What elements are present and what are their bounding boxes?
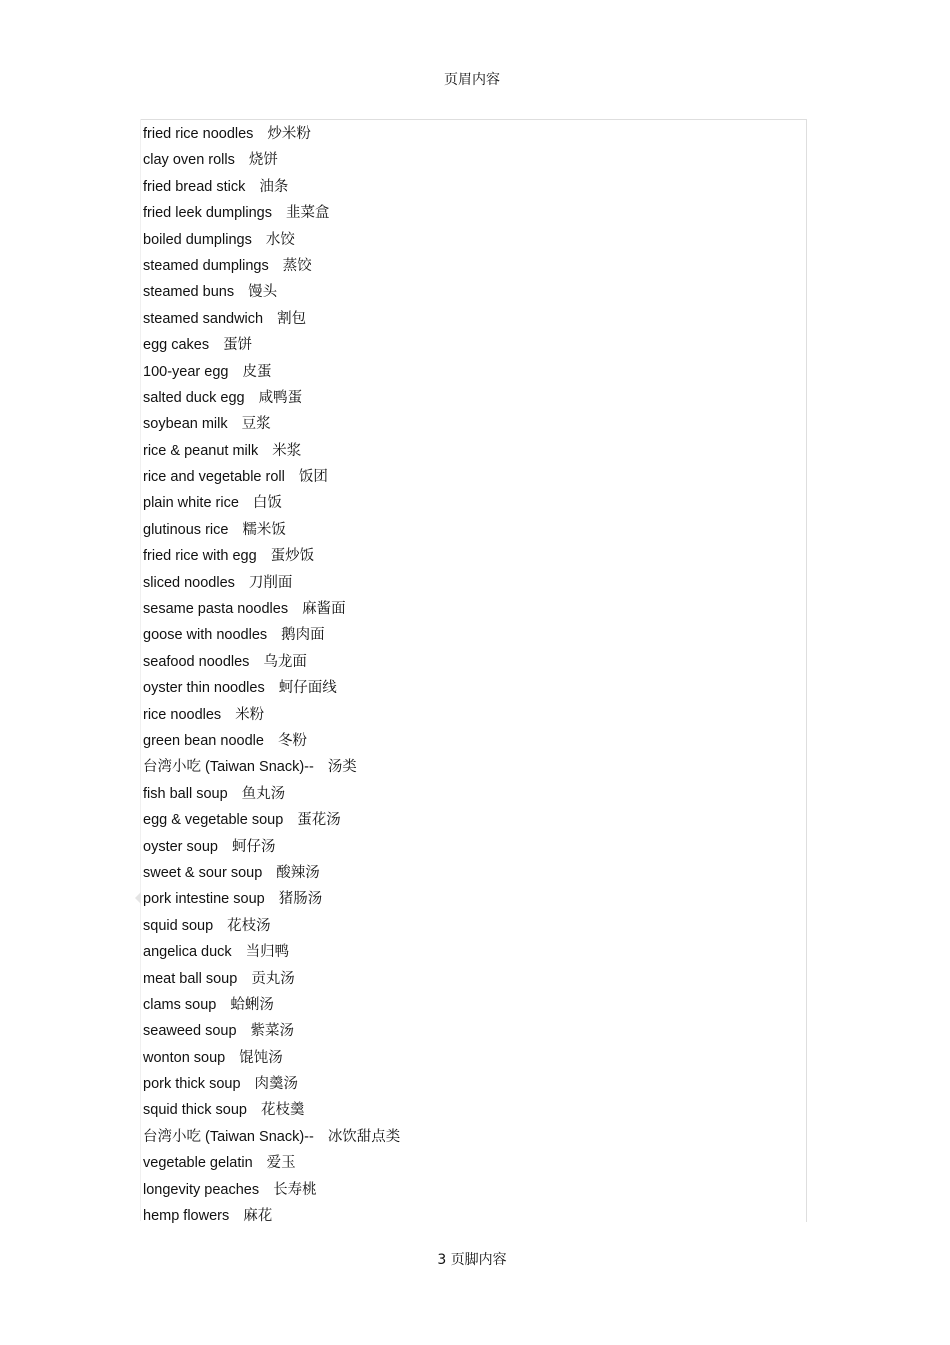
english-term: squid soup bbox=[143, 917, 214, 934]
frame-left-edge bbox=[140, 119, 141, 1221]
english-term: fish ball soup bbox=[143, 785, 228, 802]
list-item bbox=[143, 1018, 400, 1044]
english-term: fried rice noodles bbox=[143, 126, 254, 142]
english-term: plain white rice bbox=[143, 495, 239, 512]
chinese-term: 鱼丸汤 bbox=[241, 785, 286, 802]
chinese-term: 蚵仔面线 bbox=[278, 680, 337, 697]
chinese-term: 花枝羹 bbox=[260, 1102, 305, 1119]
english-term: angelica duck bbox=[143, 944, 232, 961]
english-term: salted duck egg bbox=[143, 389, 245, 406]
list-item bbox=[143, 121, 400, 147]
english-term: soybean milk bbox=[143, 416, 228, 433]
chinese-term: 豆浆 bbox=[241, 416, 271, 433]
english-term: rice & peanut milk bbox=[143, 442, 259, 459]
list-item bbox=[143, 438, 400, 464]
chinese-term: 爱玉 bbox=[266, 1155, 296, 1172]
list-item bbox=[143, 1045, 400, 1071]
page-footer bbox=[0, 1250, 944, 1270]
english-term: boiled dumplings bbox=[143, 231, 252, 248]
chinese-term: 蛋花汤 bbox=[297, 812, 341, 829]
chinese-term: 贡丸汤 bbox=[251, 970, 295, 987]
list-item bbox=[143, 306, 400, 332]
chinese-term: 油条 bbox=[259, 178, 289, 195]
english-term: rice noodles bbox=[143, 706, 222, 723]
chinese-term: 蛋饼 bbox=[223, 337, 253, 354]
chinese-term: 蛋炒饭 bbox=[270, 548, 315, 565]
list-item bbox=[143, 754, 400, 780]
english-term: fried rice with egg bbox=[143, 548, 257, 565]
chinese-term: 炒米粉 bbox=[267, 126, 311, 142]
list-item bbox=[143, 596, 400, 622]
chinese-term: 麻花 bbox=[243, 1208, 273, 1225]
english-term: wonton soup bbox=[143, 1049, 226, 1066]
english-term: sliced noodles bbox=[143, 574, 235, 591]
english-term: egg cakes bbox=[143, 337, 210, 354]
english-term: goose with noodles bbox=[143, 627, 268, 644]
english-term: 台湾小吃 (Taiwan Snack)-- bbox=[143, 759, 314, 776]
chinese-term: 麻酱面 bbox=[302, 601, 346, 618]
english-term: seaweed soup bbox=[143, 1023, 237, 1040]
english-term: glutinous rice bbox=[143, 521, 229, 538]
list-item bbox=[143, 332, 400, 358]
list-item bbox=[143, 385, 400, 411]
chinese-term: 米粉 bbox=[235, 706, 265, 723]
list-item bbox=[143, 992, 400, 1018]
list-item bbox=[143, 939, 400, 965]
english-term: seafood noodles bbox=[143, 653, 250, 670]
chinese-term: 蒸饺 bbox=[282, 257, 312, 274]
list-item bbox=[143, 411, 400, 437]
list-item bbox=[143, 622, 400, 648]
list-item bbox=[143, 702, 400, 728]
list-item bbox=[143, 1150, 400, 1176]
english-term: sweet & sour soup bbox=[143, 864, 263, 881]
list-item bbox=[143, 675, 400, 701]
english-term: steamed buns bbox=[143, 284, 235, 301]
chinese-term: 猪肠汤 bbox=[278, 891, 323, 908]
chinese-term: 皮蛋 bbox=[242, 363, 272, 380]
chinese-term: 冰饮甜点类 bbox=[327, 1128, 401, 1145]
english-term: pork thick soup bbox=[143, 1076, 241, 1093]
chinese-term: 蛤蜊汤 bbox=[230, 996, 274, 1013]
list-item bbox=[143, 913, 400, 939]
chinese-term: 水饺 bbox=[265, 231, 295, 248]
list-item bbox=[143, 174, 400, 200]
english-term: egg & vegetable soup bbox=[143, 812, 284, 829]
english-term: fried bread stick bbox=[143, 178, 246, 195]
list-item bbox=[143, 517, 400, 543]
vocabulary-list bbox=[143, 121, 400, 1229]
english-term: hemp flowers bbox=[143, 1208, 230, 1225]
chinese-term: 刀削面 bbox=[248, 574, 293, 591]
chinese-term: 花枝汤 bbox=[227, 917, 271, 934]
chinese-term: 白饭 bbox=[252, 495, 282, 512]
list-item bbox=[143, 1203, 400, 1229]
chinese-term: 汤类 bbox=[327, 759, 357, 776]
list-item bbox=[143, 1097, 400, 1123]
english-term: clams soup bbox=[143, 996, 217, 1013]
list-item bbox=[143, 147, 400, 173]
list-item bbox=[143, 649, 400, 675]
list-item bbox=[143, 1124, 400, 1150]
list-item bbox=[143, 279, 400, 305]
list-item bbox=[143, 1071, 400, 1097]
english-term: pork intestine soup bbox=[143, 891, 265, 908]
english-term: steamed sandwich bbox=[143, 310, 264, 327]
chinese-term: 烧饼 bbox=[248, 152, 278, 169]
chinese-term: 馒头 bbox=[248, 284, 278, 301]
english-term: meat ball soup bbox=[143, 970, 238, 987]
page-number: 3 bbox=[437, 1252, 447, 1268]
list-item bbox=[143, 966, 400, 992]
chinese-term: 当归鸭 bbox=[245, 944, 290, 961]
chinese-term: 咸鸭蛋 bbox=[258, 389, 303, 406]
list-item bbox=[143, 807, 400, 833]
english-term: green bean noodle bbox=[143, 732, 264, 749]
list-item bbox=[143, 543, 400, 569]
list-item bbox=[143, 253, 400, 279]
list-item bbox=[143, 886, 400, 912]
footer-text: 页脚内容 bbox=[450, 1252, 507, 1268]
header-text: 页眉内容 bbox=[444, 72, 500, 88]
english-term: 100-year egg bbox=[143, 363, 229, 380]
chinese-term: 糯米饭 bbox=[242, 521, 286, 538]
list-item bbox=[143, 728, 400, 754]
list-item bbox=[143, 200, 400, 226]
english-term: vegetable gelatin bbox=[143, 1155, 253, 1172]
margin-arrow-icon bbox=[135, 892, 141, 904]
list-item bbox=[143, 1177, 400, 1203]
english-term: 台湾小吃 (Taiwan Snack)-- bbox=[143, 1128, 314, 1145]
english-term: longevity peaches bbox=[143, 1181, 260, 1198]
chinese-term: 酸辣汤 bbox=[276, 864, 320, 881]
chinese-term: 割包 bbox=[277, 310, 307, 327]
list-item bbox=[143, 860, 400, 886]
chinese-term: 肉羹汤 bbox=[254, 1076, 299, 1093]
chinese-term: 冬粉 bbox=[277, 732, 307, 749]
english-term: fried leek dumplings bbox=[143, 205, 272, 222]
chinese-term: 蚵仔汤 bbox=[231, 838, 276, 855]
chinese-term: 长寿桃 bbox=[273, 1181, 317, 1198]
english-term: rice and vegetable roll bbox=[143, 469, 285, 486]
english-term: oyster thin noodles bbox=[143, 680, 265, 697]
page-header bbox=[0, 70, 944, 90]
chinese-term: 乌龙面 bbox=[263, 653, 307, 670]
chinese-term: 馄饨汤 bbox=[239, 1049, 283, 1066]
list-item bbox=[143, 490, 400, 516]
chinese-term: 韭菜盒 bbox=[285, 205, 330, 222]
list-item bbox=[143, 834, 400, 860]
list-item bbox=[143, 570, 400, 596]
chinese-term: 紫菜汤 bbox=[250, 1023, 295, 1040]
english-term: clay oven rolls bbox=[143, 152, 235, 169]
english-term: squid thick soup bbox=[143, 1102, 247, 1119]
list-item bbox=[143, 781, 400, 807]
list-item bbox=[143, 359, 400, 385]
list-item bbox=[143, 227, 400, 253]
list-item bbox=[143, 464, 400, 490]
english-term: sesame pasta noodles bbox=[143, 601, 289, 618]
english-term: oyster soup bbox=[143, 838, 218, 855]
english-term: steamed dumplings bbox=[143, 257, 269, 274]
chinese-term: 饭团 bbox=[298, 469, 328, 486]
chinese-term: 米浆 bbox=[272, 442, 302, 459]
chinese-term: 鹅肉面 bbox=[281, 627, 325, 644]
